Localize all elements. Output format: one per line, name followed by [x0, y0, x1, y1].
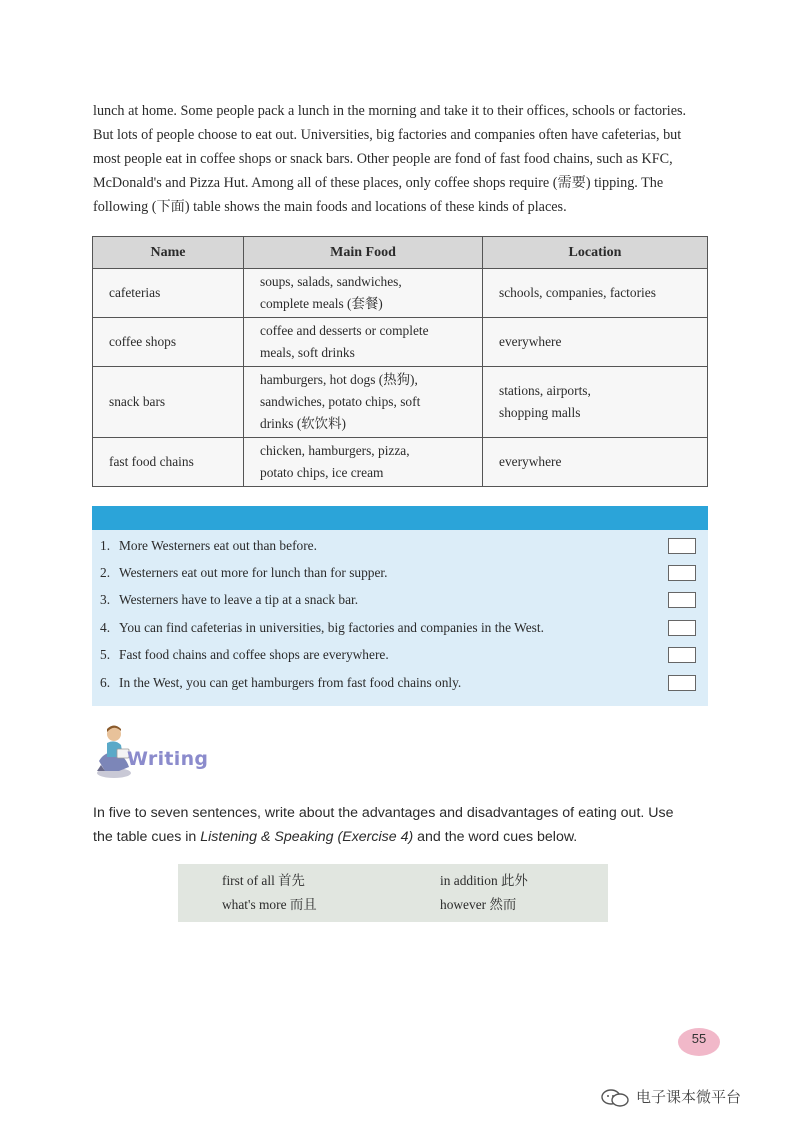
item-number: 5.: [100, 647, 111, 662]
cell-food-line: soups, salads, sandwiches,: [260, 274, 402, 289]
word-cue: first of all 首先: [222, 873, 305, 888]
table-row: [93, 269, 708, 318]
instruction-text: the table cues in: [93, 829, 201, 845]
cell-location: [483, 438, 708, 487]
intro-line: But lots of people choose to eat out. Universities, big factories and companies often have cafeterias, but: [93, 127, 682, 143]
cell-food-line: drinks (软饮料): [260, 416, 346, 431]
answer-box[interactable]: [668, 647, 696, 663]
exercise-item: [100, 645, 696, 665]
writing-instruction: [93, 801, 733, 849]
cell-name: snack bars: [93, 367, 244, 438]
item-text: Fast food chains and coffee shops are everywhere.: [119, 647, 389, 662]
true-false-exercise: [92, 506, 708, 706]
cell-food-line: hamburgers, hot dogs (热狗),: [260, 372, 418, 387]
cell-food-line: coffee and desserts or complete: [260, 323, 429, 338]
word-cue: in addition 此外: [440, 873, 528, 888]
cell-location-line: everywhere: [499, 334, 562, 349]
header-name: Name: [93, 237, 244, 269]
item-text: More Westerners eat out than before.: [119, 538, 317, 553]
word-cue: however 然而: [440, 897, 517, 912]
instruction-line: In five to seven sentences, write about the advantages and disadvantages of eating out. Use: [93, 805, 674, 821]
cell-name: coffee shops: [93, 318, 244, 367]
item-text: In the West, you can get hamburgers from fast food chains only.: [119, 675, 462, 690]
watermark: [600, 1086, 790, 1110]
cell-location: [483, 269, 708, 318]
instruction-text: and the word cues below.: [413, 829, 578, 845]
item-number: 1.: [100, 538, 111, 553]
cell-food-line: meals, soft drinks: [260, 345, 355, 360]
item-number: 2.: [100, 565, 111, 580]
word-cues-box: [178, 864, 608, 922]
instruction-reference: Listening & Speaking (Exercise 4): [200, 829, 414, 845]
cell-name: fast food chains: [93, 438, 244, 487]
cell-food-line: chicken, hamburgers, pizza,: [260, 443, 410, 458]
cell-location: [483, 367, 708, 438]
answer-box[interactable]: [668, 565, 696, 581]
intro-line: McDonald's and Pizza Hut. Among all of these places, only coffee shops require (需要) tipping. The: [93, 175, 664, 191]
cell-food: [244, 367, 483, 438]
cell-location-line: schools, companies, factories: [499, 285, 656, 300]
cell-location-line: stations, airports,: [499, 383, 591, 398]
table-row: [93, 318, 708, 367]
table-row: [93, 438, 708, 487]
table-header-row: [93, 237, 708, 269]
header-main-food: Main Food: [244, 237, 483, 269]
cell-food: [244, 269, 483, 318]
exercise-item: [100, 590, 696, 610]
table-row: [93, 367, 708, 438]
exercise-item: [100, 536, 696, 556]
cell-location-line: shopping malls: [499, 405, 581, 420]
exercise-item: [100, 618, 696, 638]
exercise-header-bar: [92, 506, 708, 530]
intro-line: lunch at home. Some people pack a lunch in the morning and take it to their offices, schools or factories.: [93, 103, 687, 119]
exercise-item: [100, 673, 696, 693]
cell-food-line: potato chips, ice cream: [260, 465, 384, 480]
cell-food-line: sandwiches, potato chips, soft: [260, 394, 421, 409]
food-places-table: [92, 236, 708, 487]
instruction-line: [93, 825, 733, 849]
item-text: You can find cafeterias in universities, big factories and companies in the West.: [119, 620, 544, 635]
answer-box[interactable]: [668, 592, 696, 608]
cell-food-line: complete meals (套餐): [260, 296, 383, 311]
item-number: 4.: [100, 620, 111, 635]
page-number: 55: [691, 1031, 707, 1046]
word-cue: what's more 而且: [222, 897, 317, 912]
cell-name: cafeterias: [93, 269, 244, 318]
chat-bubble-icon: [600, 1088, 630, 1108]
page-number-badge: [678, 1028, 720, 1056]
item-number: 6.: [100, 675, 111, 690]
cell-food: [244, 438, 483, 487]
answer-box[interactable]: [668, 538, 696, 554]
intro-line: following (下面) table shows the main foods and locations of these kinds of places.: [93, 199, 567, 215]
writing-section-header: [95, 723, 235, 783]
item-text: Westerners have to leave a tip at a snack bar.: [119, 592, 359, 607]
item-text: Westerners eat out more for lunch than for supper.: [119, 565, 388, 580]
cell-location-line: everywhere: [499, 454, 562, 469]
header-location: Location: [483, 237, 708, 269]
answer-box[interactable]: [668, 620, 696, 636]
cell-location: [483, 318, 708, 367]
intro-paragraph: [93, 99, 713, 219]
item-number: 3.: [100, 592, 111, 607]
exercise-item: [100, 563, 696, 583]
writing-title: Writing: [127, 748, 209, 770]
answer-box[interactable]: [668, 675, 696, 691]
intro-line: most people eat in coffee shops or snack bars. Other people are fond of fast food chains, such as KFC,: [93, 151, 673, 167]
cell-food: [244, 318, 483, 367]
watermark-text: 电子课本微平台: [636, 1088, 742, 1106]
